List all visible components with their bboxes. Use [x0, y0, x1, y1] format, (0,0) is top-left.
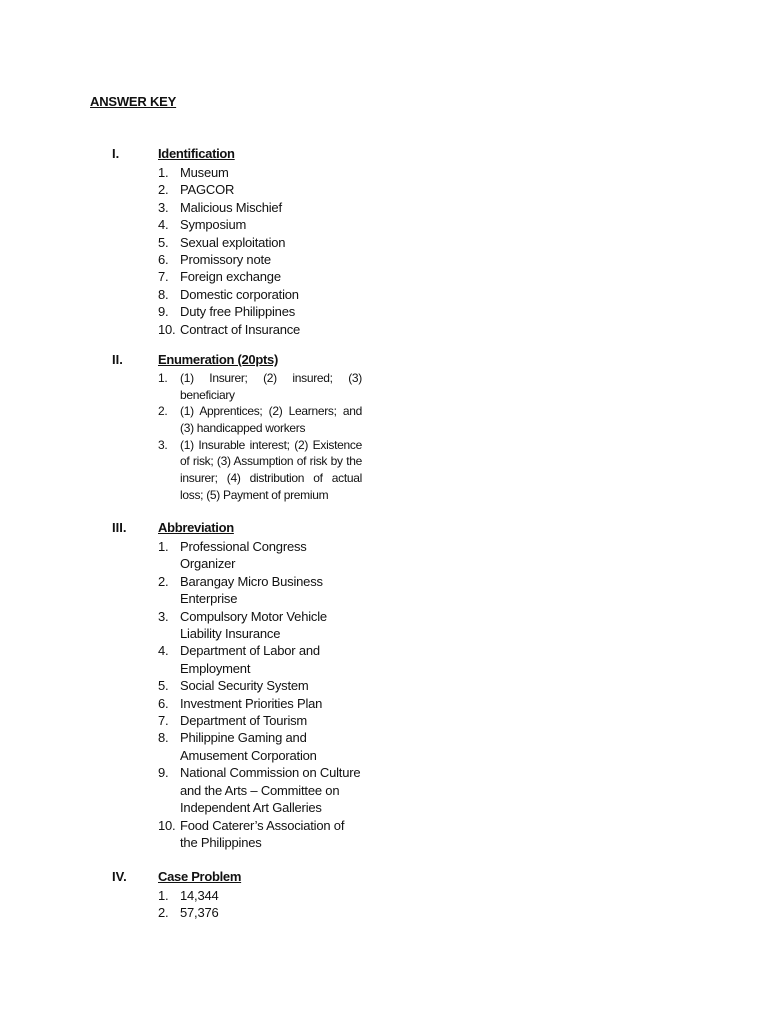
- item-text: Malicious Mischief: [180, 199, 282, 215]
- list-item: [112, 199, 362, 216]
- item-text: Promissory note: [180, 252, 271, 268]
- item-number: 8.: [158, 730, 169, 746]
- item-number: 1.: [158, 888, 169, 903]
- list-item: [112, 321, 362, 338]
- item-text: Department of Tourism: [180, 713, 308, 729]
- list-item: [112, 268, 362, 285]
- list-item: [112, 437, 362, 503]
- page-title: ANSWER KEY: [90, 94, 177, 109]
- section-numeral: III.: [112, 520, 127, 535]
- item-text: Social Security System: [180, 678, 309, 694]
- list-item: [112, 303, 362, 320]
- item-number: 9.: [158, 765, 169, 781]
- section-header: [112, 146, 372, 164]
- item-text: Food Caterer’s Association of the Philippines: [180, 817, 345, 850]
- item-number: 2.: [158, 573, 169, 589]
- item-text: Barangay Micro Business Enterprise: [180, 573, 323, 607]
- item-number: 2.: [158, 905, 169, 921]
- item-number: 3.: [158, 199, 169, 215]
- list-item: [112, 764, 362, 816]
- item-number: 7.: [158, 269, 169, 285]
- item-text: Symposium: [180, 217, 247, 233]
- list-item: [112, 642, 362, 677]
- section-header: [112, 869, 372, 887]
- list-item: [112, 887, 362, 904]
- list-item: [112, 695, 362, 712]
- item-number: 3.: [158, 608, 169, 624]
- item-number: 10.: [158, 321, 176, 337]
- list-item: [112, 904, 362, 921]
- item-text: National Commission on Culture and the Arts – Committee on Independent Art Galleries: [180, 765, 361, 816]
- section-header: [112, 520, 372, 538]
- list-item: [112, 538, 362, 573]
- item-text: (1) Insurer; (2) insured; (3) beneficiary: [180, 371, 362, 402]
- item-number: 2.: [158, 404, 168, 419]
- answer-list: [112, 370, 372, 503]
- list-item: [112, 251, 362, 268]
- section-heading: Case Problem: [158, 869, 242, 884]
- answer-list: [112, 538, 372, 851]
- list-item: [112, 286, 362, 303]
- item-text: Sexual exploitation: [180, 234, 286, 250]
- list-item: [112, 164, 362, 181]
- section-heading: Abbreviation: [158, 520, 234, 535]
- section-numeral: II.: [112, 352, 123, 367]
- item-number: 9.: [158, 304, 169, 320]
- item-number: 6.: [158, 695, 169, 711]
- item-number: 5.: [158, 678, 169, 694]
- list-item: [112, 608, 362, 643]
- item-number: 2.: [158, 182, 169, 198]
- item-text: Philippine Gaming and Amusement Corporation: [180, 730, 317, 763]
- list-item: [112, 216, 362, 233]
- list-item: [112, 181, 362, 198]
- item-text: (1) Apprentices; (2) Learners; and (3) handicapped workers: [180, 404, 362, 435]
- section-enumeration: [112, 352, 372, 503]
- item-text: Duty free Philippines: [180, 304, 296, 320]
- item-text: Investment Priorities Plan: [180, 695, 323, 711]
- item-text: (1) Insurable interest; (2) Existence of risk; (3) Assumption of risk by the insurer; (4) distribution of actual loss; (5) Payment of premium: [180, 437, 362, 502]
- item-number: 1.: [158, 539, 169, 554]
- item-text: 14,344: [180, 888, 219, 903]
- item-text: 57,376: [180, 905, 219, 921]
- answer-list: [112, 164, 372, 338]
- section-case-problem: [112, 869, 372, 922]
- item-number: 1.: [158, 371, 168, 385]
- item-number: 3.: [158, 437, 168, 452]
- list-item: [112, 712, 362, 729]
- item-text: PAGCOR: [180, 182, 235, 198]
- item-text: Domestic corporation: [180, 286, 299, 302]
- item-number: 10.: [158, 817, 176, 833]
- item-number: 6.: [158, 252, 169, 268]
- item-number: 8.: [158, 286, 169, 302]
- item-text: Museum: [180, 165, 229, 180]
- list-item: [112, 817, 362, 852]
- item-number: 4.: [158, 217, 169, 233]
- list-item: [112, 573, 362, 608]
- section-numeral: I.: [112, 146, 120, 161]
- section-numeral: IV.: [112, 869, 127, 884]
- list-item: [112, 370, 362, 403]
- list-item: [112, 729, 362, 764]
- item-text: Foreign exchange: [180, 269, 281, 285]
- item-number: 7.: [158, 713, 169, 729]
- item-text: Contract of Insurance: [180, 321, 301, 337]
- section-abbreviation: [112, 520, 372, 851]
- section-header: [112, 352, 372, 370]
- section-identification: [112, 146, 372, 338]
- item-number: 4.: [158, 643, 169, 659]
- list-item: [112, 234, 362, 251]
- item-number: 1.: [158, 165, 169, 180]
- section-heading: Enumeration (20pts): [158, 352, 278, 367]
- list-item: [112, 403, 362, 436]
- item-text: Professional Congress Organizer: [180, 539, 307, 572]
- answer-list: [112, 887, 372, 922]
- item-text: Compulsory Motor Vehicle Liability Insurance: [180, 608, 327, 642]
- list-item: [112, 677, 362, 694]
- item-number: 5.: [158, 234, 169, 250]
- item-text: Department of Labor and Employment: [180, 643, 320, 676]
- section-heading: Identification: [158, 146, 235, 161]
